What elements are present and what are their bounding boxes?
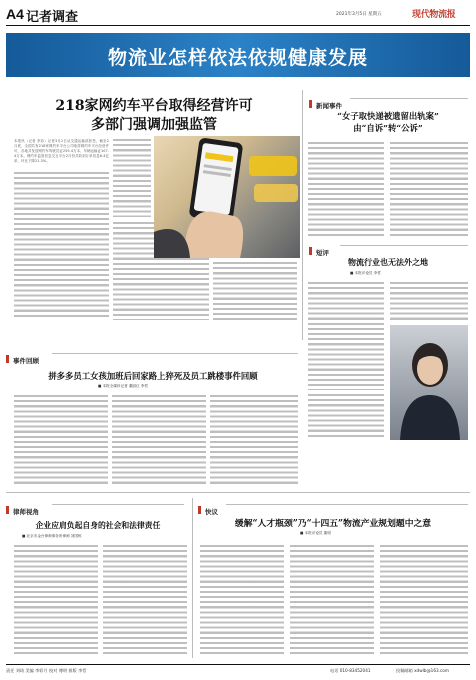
event-review-tag: 事件回顾 — [6, 348, 39, 367]
lawyer-byline: ■ 北京市金台律师事务所律师 刘国栋 — [22, 534, 82, 538]
short-review-body-left2 — [308, 394, 384, 440]
lawyer-title: 企业应肩负起自身的社会和法律责任 — [35, 521, 161, 530]
page-code: A4 — [6, 6, 24, 22]
lead-title-line1: 218家网约车平台取得经营许可 — [55, 98, 253, 114]
lead-title-line2: 多部门强调加强监管 — [91, 117, 217, 133]
red-bar-marker — [309, 100, 312, 108]
paper-name: 现代物流报 — [412, 10, 456, 20]
section-name: 记者调查 — [26, 10, 79, 25]
news-review-title-line1: “女子取快递被遗留出轨案” — [337, 111, 439, 121]
phone-taxi-photo — [154, 136, 300, 258]
news-review-body-right — [390, 142, 468, 236]
express-tag: 快议 — [198, 499, 218, 518]
express-rule — [226, 504, 468, 505]
express-body-col1 — [200, 545, 284, 655]
lawyer-body-col1 — [14, 545, 98, 655]
event-body-col3 — [210, 395, 298, 485]
red-bar-marker — [6, 506, 9, 514]
bottom-vrule — [192, 498, 193, 658]
short-review-body-right — [390, 282, 468, 322]
event-review-byline: ■ 本报全媒体记者 董丽红 李哲 — [98, 384, 148, 388]
lead-body-col2-top — [113, 139, 151, 217]
express-body-col2 — [290, 545, 374, 655]
banner — [6, 33, 470, 77]
news-review-rule — [350, 98, 468, 99]
news-review-body-left — [308, 142, 384, 236]
lead-intro: 本报讯（记者 李彩）记者3月2日从交通运输部获悉，截至2月底，全国共有218家网约车平台公司取得网约车平台经营许可，各地共发放网约车驾驶员证259.4万本、车辆运输证107.4万本。网约车监管信息交互平台2月份共收到订单信息6.4亿单，环比下降21.3%。 — [14, 139, 109, 164]
red-bar-marker — [6, 355, 9, 363]
lead-body-col3 — [213, 262, 297, 320]
footer-email: 投稿邮箱 xdwlb@163.com — [396, 668, 449, 673]
news-review-tag: 新闻事件 — [309, 93, 342, 112]
issue-date: 2021年3月5日 星期五 — [336, 12, 382, 17]
header-rule — [6, 25, 470, 26]
express-title: 缓解“人才瓶颈”乃“十四五”物流产业规划题中之意 — [234, 519, 432, 529]
footer-phone: 电话 010-83452041 — [330, 668, 371, 673]
footer-rule — [6, 664, 470, 665]
woman-portrait-photo — [390, 325, 468, 440]
lead-right-divider — [302, 90, 303, 340]
event-review-title: 拼多多员工女孩加班后回家路上猝死及员工跳楼事件回顾 — [48, 371, 258, 381]
express-byline: ■ 本报评论员 栗明 — [300, 531, 331, 535]
short-review-byline: ■ 本报评论员 李哲 — [350, 271, 381, 275]
event-body-col1 — [14, 395, 108, 485]
lead-body-col1 — [14, 172, 109, 320]
short-review-title: 物流行业也无法外之地 — [348, 257, 428, 267]
event-body-col2 — [112, 395, 206, 485]
short-review-body-left — [308, 282, 384, 390]
red-bar-marker — [198, 506, 201, 514]
page-header — [0, 0, 476, 26]
express-body-col3 — [380, 545, 468, 655]
lawyer-body-col2 — [103, 545, 187, 655]
short-review-tag: 短评 — [309, 240, 329, 259]
event-review-rule — [52, 353, 298, 354]
mid-hrule — [6, 492, 470, 493]
lawyer-rule — [52, 504, 184, 505]
lawyer-tag: 律师视角 — [6, 499, 39, 518]
red-bar-marker — [309, 247, 312, 255]
banner-title: 物流业怎样依法依规健康发展 — [107, 47, 368, 69]
short-review-rule — [340, 245, 468, 246]
footer-credits: 责任 刘琦 美编 李彩月 校对 傅明 排版 李哲 — [6, 668, 87, 673]
news-review-title-line2: 由“自诉”转“公诉” — [353, 123, 423, 133]
